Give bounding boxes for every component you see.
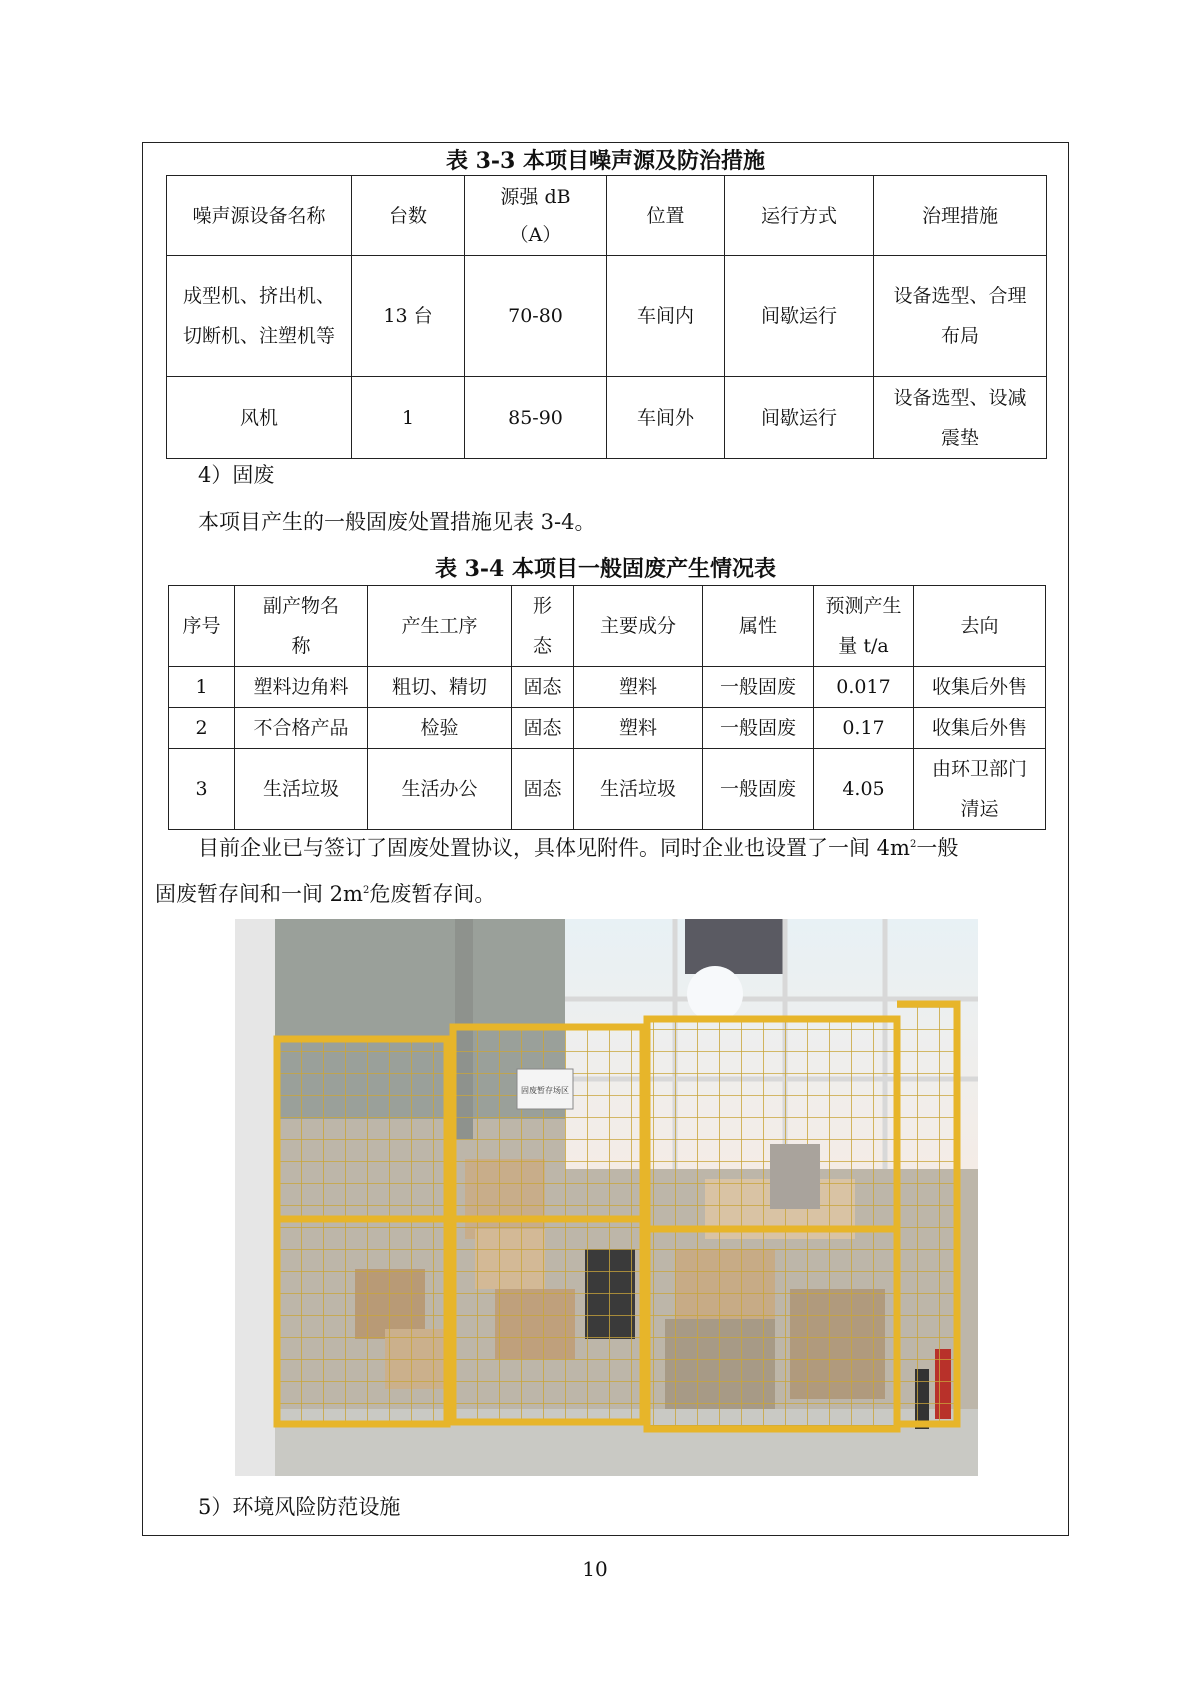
section-5-heading: 5）环境风险防范设施 xyxy=(198,1495,401,1519)
table-row xyxy=(169,708,1046,749)
table-row xyxy=(169,749,1046,830)
text-run: 固废暂存间和一间 2m xyxy=(155,882,363,906)
table-cell: 间歇运行 xyxy=(725,256,874,377)
table-cell: 收集后外售 xyxy=(914,708,1046,749)
table-cell: 一般固废 xyxy=(703,708,814,749)
table-cell: 塑料边角料 xyxy=(235,667,368,708)
left-pillar xyxy=(235,919,275,1476)
table-row xyxy=(169,667,1046,708)
table-cell: 不合格产品 xyxy=(235,708,368,749)
header-cell: 产生工序 xyxy=(368,586,512,667)
table-3-4-caption: 表 3-4 本项目一般固废产生情况表 xyxy=(434,556,777,582)
table-cell: 生活垃圾 xyxy=(235,749,368,830)
table-cell: 生活垃圾 xyxy=(574,749,703,830)
table-3-4-header-row xyxy=(169,586,1046,667)
header-cell: 序号 xyxy=(169,586,235,667)
table-3-4 xyxy=(168,585,1046,830)
table-row xyxy=(167,256,1047,377)
section-4-heading: 4）固废 xyxy=(198,463,275,487)
header-cell: 台数 xyxy=(352,176,465,256)
table-cell: 70-80 xyxy=(465,256,607,377)
table-cell: 13 台 xyxy=(352,256,465,377)
table-cell: 固态 xyxy=(512,667,574,708)
table-cell: 1 xyxy=(169,667,235,708)
text-run: 一般 xyxy=(916,836,959,860)
text-run: 危废暂存间。 xyxy=(369,882,496,906)
header-cell: 源强 dB （A） xyxy=(465,176,607,256)
table-cell: 间歇运行 xyxy=(725,377,874,459)
storage-paragraph-line-1 xyxy=(198,831,958,862)
table-cell: 设备选型、合理布局 xyxy=(874,256,1047,377)
header-cell: 位置 xyxy=(607,176,725,256)
storage-room-photo xyxy=(235,919,978,1476)
table-cell: 粗切、精切 xyxy=(368,667,512,708)
header-cell: 副产物名称 xyxy=(235,586,368,667)
table-cell: 1 xyxy=(352,377,465,459)
superscript: 2 xyxy=(909,839,917,850)
table-cell: 车间内 xyxy=(607,256,725,377)
storage-sign-label: 固废暂存场区 xyxy=(521,1086,569,1095)
header-cell: 预测产生量 t/a xyxy=(814,586,914,667)
window-fan xyxy=(685,919,785,974)
table-row xyxy=(167,377,1047,459)
table-3-3-caption: 表 3-3 本项目噪声源及防治措施 xyxy=(445,148,766,174)
header-cell: 去向 xyxy=(914,586,1046,667)
table-cell: 成型机、挤出机、切断机、注塑机等 xyxy=(167,256,352,377)
table-cell: 0.17 xyxy=(814,708,914,749)
table-cell: 车间外 xyxy=(607,377,725,459)
table-3-3-header-row xyxy=(167,176,1047,256)
table-cell: 固态 xyxy=(512,749,574,830)
table-cell: 收集后外售 xyxy=(914,667,1046,708)
table-cell: 85-90 xyxy=(465,377,607,459)
table-cell: 风机 xyxy=(167,377,352,459)
table-cell: 塑料 xyxy=(574,667,703,708)
table-cell: 设备选型、设减震垫 xyxy=(874,377,1047,459)
table-cell: 4.05 xyxy=(814,749,914,830)
yellow-fence xyxy=(277,1004,957,1429)
light-fixture xyxy=(687,966,743,1022)
storage-paragraph-line-2 xyxy=(155,877,495,908)
table-cell: 检验 xyxy=(368,708,512,749)
header-cell: 噪声源设备名称 xyxy=(167,176,352,256)
header-cell: 运行方式 xyxy=(725,176,874,256)
table-3-3 xyxy=(166,175,1047,459)
header-cell: 形态 xyxy=(512,586,574,667)
table-cell: 0.017 xyxy=(814,667,914,708)
superscript: 2 xyxy=(362,885,370,896)
table-cell: 由环卫部门清运 xyxy=(914,749,1046,830)
table-cell: 一般固废 xyxy=(703,667,814,708)
table-cell: 塑料 xyxy=(574,708,703,749)
header-cell: 主要成分 xyxy=(574,586,703,667)
table-cell: 2 xyxy=(169,708,235,749)
table-cell: 固态 xyxy=(512,708,574,749)
page-number: 10 xyxy=(582,1557,608,1581)
header-cell: 属性 xyxy=(703,586,814,667)
clipboard xyxy=(770,1144,820,1209)
intro-paragraph: 本项目产生的一般固废处置措施见表 3-4。 xyxy=(198,510,596,534)
table-cell: 3 xyxy=(169,749,235,830)
text-run: 目前企业已与签订了固废处置协议，具体见附件。同时企业也设置了一间 4m xyxy=(198,836,910,860)
table-cell: 生活办公 xyxy=(368,749,512,830)
table-cell: 一般固废 xyxy=(703,749,814,830)
header-cell: 治理措施 xyxy=(874,176,1047,256)
page-frame xyxy=(142,142,1069,1536)
